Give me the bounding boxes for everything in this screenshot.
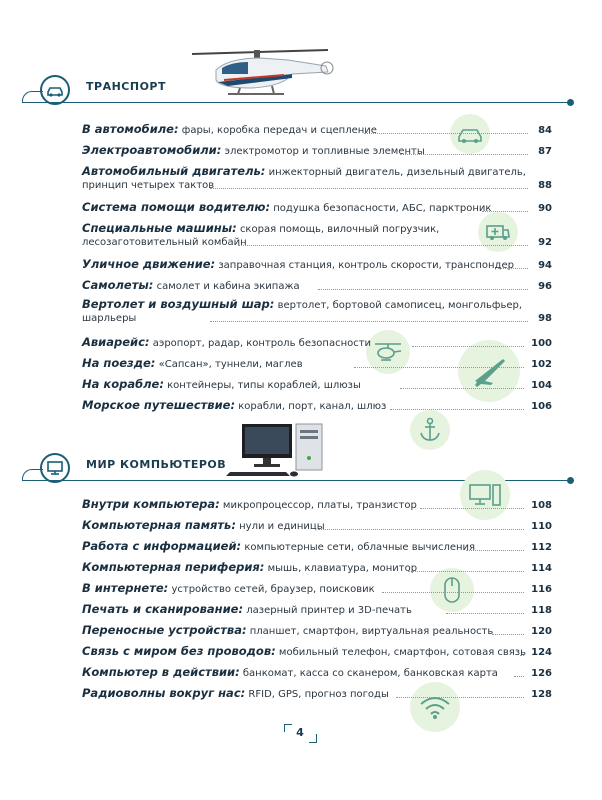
dot-leader [210, 188, 528, 189]
section-header-transport [22, 72, 582, 106]
dot-leader [466, 550, 524, 551]
toc-item-title: Морское путешествие: [82, 398, 236, 412]
dot-leader [446, 613, 524, 614]
toc-item-page: 102 [531, 359, 552, 370]
page-number-ornament [284, 724, 285, 732]
toc-item-description: мышь, клавиатура, монитор [267, 563, 418, 574]
toc-item-page: 126 [531, 668, 552, 679]
toc-item[interactable] [82, 540, 552, 554]
toc-item-page: 87 [538, 146, 552, 157]
toc-item-page: 114 [531, 563, 552, 574]
dot-leader [420, 508, 524, 509]
dot-leader [354, 367, 524, 368]
page-number-ornament [316, 734, 317, 742]
toc-item[interactable] [82, 144, 552, 158]
toc-item[interactable] [82, 687, 552, 701]
toc-item[interactable] [82, 624, 552, 638]
toc-item-page: 116 [531, 584, 552, 595]
dot-leader [400, 388, 524, 389]
toc-item-page: 104 [531, 380, 552, 391]
toc-item-title: Компьютерная память: [82, 518, 236, 532]
page-number: 4 [296, 726, 304, 739]
toc-item-description: вертолет, бортовой самописец, монгольфьер, шарльеры [82, 300, 523, 324]
toc-item-title: Печать и сканирование: [82, 602, 244, 616]
toc-item-description: RFID, GPS, прогноз погоды [248, 689, 389, 700]
toc-item-description: банкомат, касса со сканером, банковская карта [242, 668, 498, 679]
toc-item-description: лазерный принтер и 3D-печать [246, 605, 412, 616]
toc-item-title: Работа с информацией: [82, 539, 242, 553]
toc-item-description: аэропорт, радар, контроль безопасности [152, 338, 372, 349]
toc-item[interactable] [82, 279, 552, 293]
toc-item-page: 112 [531, 542, 552, 553]
toc-item-description: планшет, смартфон, виртуальная реальность [249, 626, 494, 637]
toc-item-page: 118 [531, 605, 552, 616]
toc-item-description: инжекторный двигатель, дизельный двигатель, принцип четырех тактов [82, 167, 526, 191]
dot-leader [498, 268, 528, 269]
toc-item-title: Электроавтомобили: [82, 143, 222, 157]
toc-item-description: нули и единицы [239, 521, 325, 532]
dot-leader [396, 697, 524, 698]
toc-item[interactable] [82, 165, 552, 192]
computer-decoration-icon [460, 470, 510, 520]
toc-item-description: электромотор и топливные элементы [224, 146, 425, 157]
dot-leader [210, 321, 528, 322]
toc-item[interactable] [82, 298, 552, 325]
toc-item-title: Авиарейс: [82, 335, 150, 349]
toc-item[interactable] [82, 201, 552, 215]
car-icon [40, 75, 70, 105]
toc-item-title: Уличное движение: [82, 257, 216, 271]
toc-item-page: 90 [538, 203, 552, 214]
toc-item-title: Самолеты: [82, 278, 154, 292]
toc-item[interactable] [82, 336, 552, 350]
toc-item-title: Внутри компьютера: [82, 497, 220, 511]
toc-item-page: 92 [538, 237, 552, 248]
toc-item[interactable] [82, 222, 552, 249]
toc-item[interactable] [82, 123, 552, 137]
toc-item-page: 128 [531, 689, 552, 700]
divider [22, 102, 570, 103]
toc-item-title: Специальные машины: [82, 221, 237, 235]
toc-item-page: 100 [531, 338, 552, 349]
dot-leader [318, 289, 528, 290]
toc-item-page: 124 [531, 647, 552, 658]
dot-leader [408, 571, 524, 572]
toc-item-description: подушка безопасности, АБС, парктроник [273, 203, 492, 214]
monitor-icon [40, 453, 70, 483]
toc-item-title: Компьютерная периферия: [82, 560, 265, 574]
section-title: МИР КОМПЬЮТЕРОВ [86, 458, 227, 471]
toc-item[interactable] [82, 582, 552, 596]
toc-item[interactable] [82, 561, 552, 575]
toc-item-description: заправочная станция, контроль скорости, транспондер [218, 260, 514, 271]
toc-item-page: 110 [531, 521, 552, 532]
toc-item-description: устройство сетей, браузер, поисковик [171, 584, 375, 595]
toc-item-page: 94 [538, 260, 552, 271]
toc-item[interactable] [82, 357, 552, 371]
toc-item[interactable] [82, 378, 552, 392]
dot-leader [514, 676, 524, 677]
dot-leader [520, 655, 524, 656]
toc-item-page: 106 [531, 401, 552, 412]
dot-leader [412, 346, 524, 347]
toc-item-title: В автомобиле: [82, 122, 179, 136]
toc-item-page: 96 [538, 281, 552, 292]
dot-leader [382, 592, 524, 593]
toc-item-description: «Сапсан», туннели, маглев [158, 359, 303, 370]
toc-item[interactable] [82, 666, 552, 680]
toc-item-title: Переносные устройства: [82, 623, 247, 637]
divider-dot [567, 477, 574, 484]
toc-item-title: Система помощи водителю: [82, 200, 271, 214]
toc-item-title: Связь с миром без проводов: [82, 644, 276, 658]
toc-item-description: микропроцессор, платы, транзистор [222, 500, 417, 511]
toc-item-title: На корабле: [82, 377, 164, 391]
toc-item-title: На поезде: [82, 356, 156, 370]
toc-item[interactable] [82, 498, 552, 512]
dot-leader [390, 409, 524, 410]
toc-item[interactable] [82, 399, 552, 413]
toc-item-description: самолет и кабина экипажа [156, 281, 300, 292]
dot-leader [492, 634, 524, 635]
toc-item-description: компьютерные сети, облачные вычисления [244, 542, 476, 553]
divider-dot [567, 99, 574, 106]
toc-item-title: В интернете: [82, 581, 169, 595]
section-title: ТРАНСПОРТ [86, 80, 166, 93]
toc-item-description: скорая помощь, вилочный погрузчик, лесозаготовительный комбайн [82, 224, 440, 248]
toc-item[interactable] [82, 645, 552, 659]
dot-leader [400, 154, 528, 155]
dot-leader [364, 133, 528, 134]
toc-item-title: Радиоволны вокруг нас: [82, 686, 246, 700]
toc-item-description: контейнеры, типы кораблей, шлюзы [167, 380, 361, 391]
dot-leader [482, 211, 528, 212]
toc-item[interactable] [82, 603, 552, 617]
dot-leader [238, 245, 528, 246]
toc-item-page: 84 [538, 125, 552, 136]
anchor-decoration-icon [410, 410, 450, 450]
toc-item-page: 108 [531, 500, 552, 511]
toc-item-page: 88 [538, 180, 552, 191]
toc-item-title: Автомобильный двигатель: [82, 164, 266, 178]
toc-item-description: мобильный телефон, смартфон, сотовая связь [278, 647, 527, 658]
toc-item-page: 98 [538, 313, 552, 324]
toc-item-description: корабли, порт, канал, шлюз [238, 401, 387, 412]
toc-item[interactable] [82, 258, 552, 272]
toc-item-page: 120 [531, 626, 552, 637]
dot-leader [318, 529, 524, 530]
toc-item-description: фары, коробка передач и сцепление [181, 125, 377, 136]
toc-item-title: Компьютер в действии: [82, 665, 240, 679]
toc-item-title: Вертолет и воздушный шар: [82, 297, 275, 311]
toc-item[interactable] [82, 519, 552, 533]
